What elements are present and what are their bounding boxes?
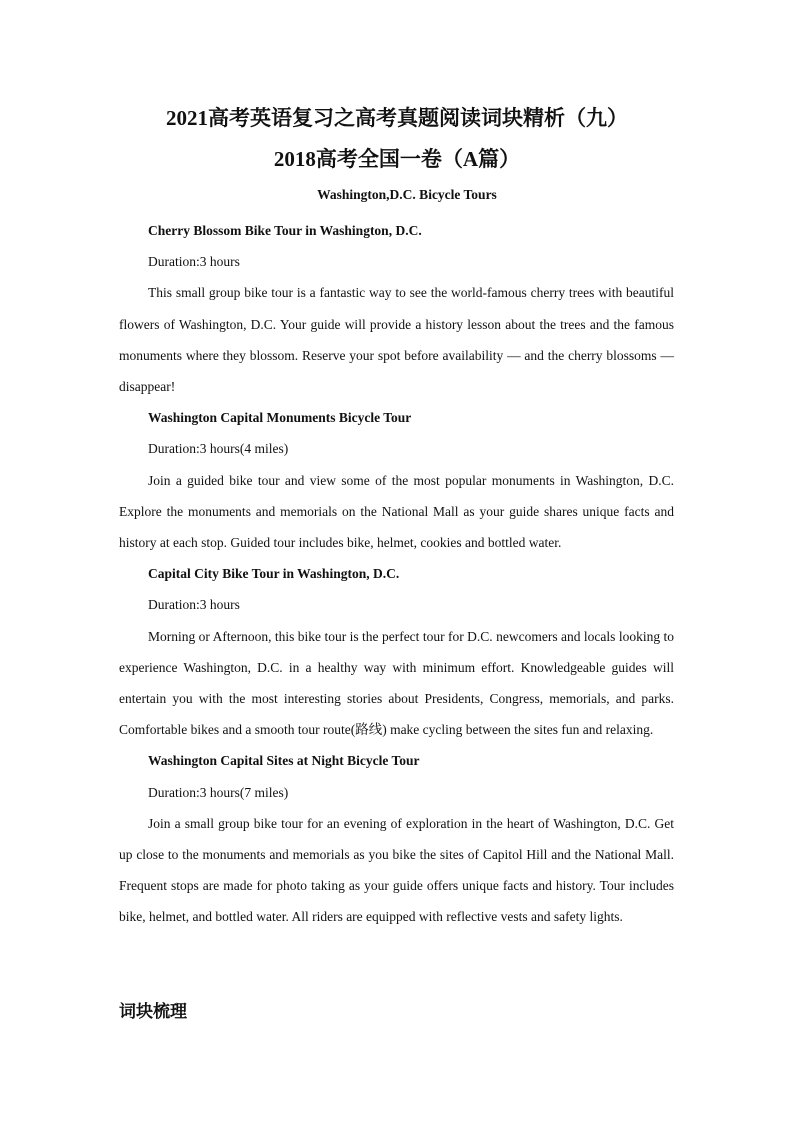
passage-title: Washington,D.C. Bicycle Tours xyxy=(317,187,497,202)
tour-heading: Washington Capital Monuments Bicycle Tour xyxy=(148,410,412,426)
tour-description: Morning or Afternoon, this bike tour is the perfect tour for D.C. newcomers and locals looking to experience Washington, D.C. in a healthy way with minimum effort. Knowledgeable guides will entertain you with the most interesting stories about Presidents, Congress, memorials, and parks. Comfortable bikes and a smooth tour route(路线) make cycling between the sites fun and relaxing. xyxy=(119,628,674,738)
tour-description: Join a guided bike tour and view some of the most popular monuments in Washington, D.C. Explore the monuments and memorials on the National Mall as your guide shares unique facts and history at each stop. Guided tour includes bike, helmet, cookies and bottled water. xyxy=(119,472,674,551)
document-subtitle: 2018高考全国一卷（A篇） xyxy=(273,147,521,171)
tour-duration: Duration:3 hours xyxy=(148,254,240,270)
tour-heading: Cherry Blossom Bike Tour in Washington, D.C. xyxy=(148,223,422,238)
tour-heading: Washington Capital Sites at Night Bicycle Tour xyxy=(148,753,420,769)
tour-description: Join a small group bike tour for an evening of exploration in the heart of Washington, D.C. Get up close to the monuments and memorials as you bike the sites of Capitol Hill and the National Mall. Frequent stops are made for photo taking as your guide offers unique facts and history. Tour includes bike, helmet, and bottled water. All riders are equipped with reflective vests and safety lights. xyxy=(119,815,674,925)
tour-heading: Capital City Bike Tour in Washington, D.C. xyxy=(148,566,400,582)
tour-duration: Duration:3 hours(4 miles) xyxy=(148,441,289,457)
tour-description: This small group bike tour is a fantastic way to see the world-famous cherry trees with beautiful flowers of Washington, D.C. Your guide will provide a history lesson about the trees and the famous monuments where they blossom. Reserve your spot before availability — and the cherry blossoms — disappear! xyxy=(119,285,674,395)
document-title: 2021高考英语复习之高考真题阅读词块精析（九） xyxy=(166,106,628,130)
section-heading: 词块梳理 xyxy=(119,1002,187,1021)
tour-duration: Duration:3 hours xyxy=(148,597,240,613)
passage-body xyxy=(119,215,674,933)
tour-duration: Duration:3 hours(7 miles) xyxy=(148,784,289,800)
